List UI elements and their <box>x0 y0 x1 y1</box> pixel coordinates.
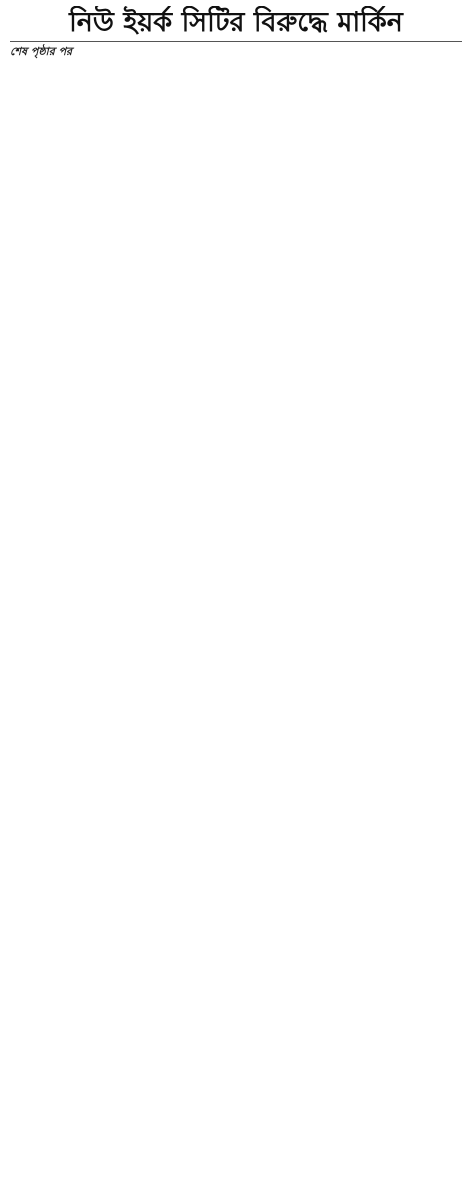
headline: নিউ ইয়র্ক সিটির বিরুদ্ধে মার্কিন <box>69 7 403 38</box>
headline-divider <box>10 41 462 42</box>
continued-label: শেষ পৃষ্ঠার পর <box>10 45 73 58</box>
